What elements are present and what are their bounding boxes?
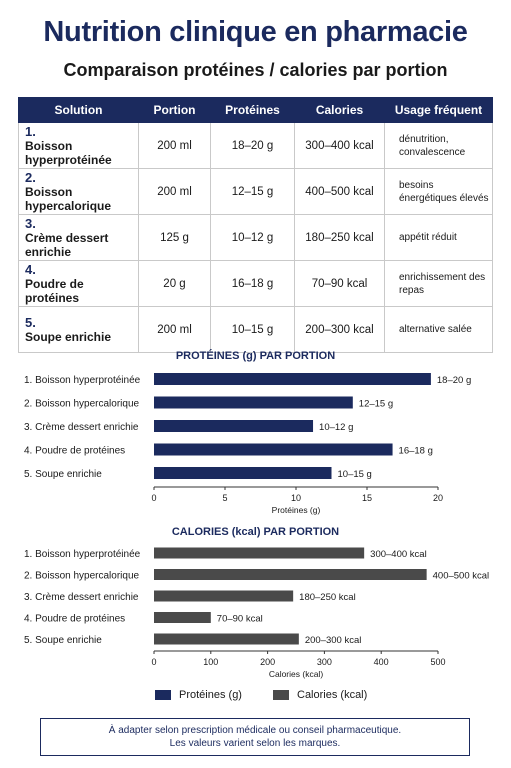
bar	[154, 420, 313, 432]
data-label: 10–15 g	[337, 469, 372, 480]
solution-name: Boisson hyperprotéinée	[25, 139, 112, 167]
header-proteines: Protéines	[211, 98, 295, 123]
legend-item-proteines	[155, 689, 242, 701]
cell-portion: 125 g	[139, 215, 211, 261]
cell-usage: dénutrition, convalescence	[385, 123, 493, 169]
x-tick-label: 500	[430, 657, 446, 667]
cell-calories: 180–250 kcal	[295, 215, 385, 261]
cell-proteines: 12–15 g	[211, 169, 295, 215]
note-line-1: À adapter selon prescription médicale ou conseil pharmaceutique.	[108, 725, 402, 736]
x-tick-label: 300	[316, 657, 332, 667]
category-label: 4. Poudre de protéines	[24, 613, 126, 625]
category-label: 4. Poudre de protéines	[24, 445, 126, 457]
cell-usage: enrichissement des repas	[385, 261, 493, 307]
bar	[154, 548, 364, 559]
cell-solution	[19, 123, 139, 169]
note-line-2: Les valeurs varient selon les marques.	[169, 738, 341, 749]
x-tick-label: 400	[373, 657, 389, 667]
data-label: 16–18 g	[398, 445, 433, 457]
table-row	[19, 215, 493, 261]
x-tick-label: 10	[290, 493, 302, 503]
cell-portion: 200 ml	[139, 307, 211, 353]
cell-solution	[19, 261, 139, 307]
cell-proteines: 16–18 g	[211, 261, 295, 307]
category-label: 3. Crème dessert enrichie	[24, 422, 139, 433]
legend-label-proteines: Protéines (g)	[179, 689, 242, 701]
category-label: 2. Boisson hypercalorique	[24, 570, 140, 582]
table-header-row	[19, 98, 493, 123]
cell-usage: appétit réduit	[385, 215, 493, 261]
x-tick-label: 0	[151, 657, 157, 667]
bar	[154, 569, 427, 580]
solution-name: Boisson hypercalorique	[25, 185, 112, 213]
category-label: 5. Soupe enrichie	[24, 635, 102, 646]
solution-name: Soupe enrichie	[25, 330, 112, 344]
calorie-chart-title: CALORIES (kcal) PAR PORTION	[171, 526, 340, 538]
cell-portion: 20 g	[139, 261, 211, 307]
cell-portion: 200 ml	[139, 169, 211, 215]
row-number: 5.	[25, 315, 36, 330]
data-label: 70–90 kcal	[216, 613, 263, 625]
category-label: 5. Soupe enrichie	[24, 469, 102, 480]
bar	[154, 397, 353, 409]
x-axis-title: Protéines (g)	[271, 505, 321, 515]
legend-label-calories: Calories (kcal)	[297, 689, 368, 701]
bar	[154, 373, 431, 385]
bar	[154, 467, 332, 479]
cell-solution	[19, 169, 139, 215]
header-portion: Portion	[139, 98, 211, 123]
header-usage: Usage fréquent	[385, 98, 493, 123]
x-tick-label: 20	[432, 493, 444, 503]
cell-solution	[19, 307, 139, 353]
cell-calories: 200–300 kcal	[295, 307, 385, 353]
bar	[154, 444, 393, 456]
legend-swatch-proteines	[155, 690, 171, 700]
data-label: 10–12 g	[319, 422, 354, 433]
solution-name: Crème dessert enrichie	[25, 231, 109, 259]
x-tick-label: 15	[361, 493, 373, 503]
header-calories: Calories	[295, 98, 385, 123]
category-label: 1. Boisson hyperprotéinée	[24, 549, 141, 560]
calorie-bar-chart	[0, 541, 511, 681]
data-label: 18–20 g	[436, 375, 472, 386]
data-label: 12–15 g	[358, 398, 394, 410]
cell-usage: besoins énergétiques élevés	[385, 169, 493, 215]
category-label: 3. Crème dessert enrichie	[24, 592, 139, 603]
table-row	[19, 307, 493, 353]
solution-name: Poudre de protéines	[25, 277, 84, 305]
page-title: Nutrition clinique en pharmacie	[43, 16, 468, 48]
row-number: 1.	[25, 124, 36, 139]
x-tick-label: 5	[222, 493, 228, 503]
cell-portion: 200 ml	[139, 123, 211, 169]
cell-calories: 300–400 kcal	[295, 123, 385, 169]
protein-chart-title: PROTÉINES (g) PAR PORTION	[175, 350, 336, 362]
cell-proteines: 10–15 g	[211, 307, 295, 353]
protein-bar-chart	[0, 365, 511, 515]
comparison-table	[18, 97, 493, 353]
cell-calories: 400–500 kcal	[295, 169, 385, 215]
data-label: 180–250 kcal	[299, 592, 356, 603]
x-axis-title: Calories (kcal)	[268, 669, 324, 679]
table-row	[19, 169, 493, 215]
cell-usage: alternative salée	[385, 307, 493, 353]
data-label: 200–300 kcal	[304, 635, 362, 646]
x-tick-label: 0	[151, 493, 157, 503]
bar	[154, 591, 293, 602]
category-label: 2. Boisson hypercalorique	[24, 398, 140, 410]
table-row	[19, 261, 493, 307]
data-label: 400–500 kcal	[432, 570, 490, 582]
row-number: 2.	[25, 170, 36, 185]
row-number: 3.	[25, 216, 36, 231]
data-label: 300–400 kcal	[370, 549, 427, 560]
legend-swatch-calories	[273, 690, 289, 700]
disclaimer-note	[40, 718, 470, 756]
cell-solution	[19, 215, 139, 261]
cell-calories: 70–90 kcal	[295, 261, 385, 307]
row-number: 4.	[25, 262, 36, 277]
cell-proteines: 18–20 g	[211, 123, 295, 169]
page-subtitle: Comparaison protéines / calories par portion	[63, 60, 448, 80]
legend-item-calories	[273, 689, 367, 701]
table-row	[19, 123, 493, 169]
bar	[154, 634, 299, 645]
x-tick-label: 200	[260, 657, 276, 667]
bar	[154, 612, 211, 623]
header-solution: Solution	[19, 98, 139, 123]
cell-proteines: 10–12 g	[211, 215, 295, 261]
category-label: 1. Boisson hyperprotéinée	[24, 375, 141, 386]
x-tick-label: 100	[203, 657, 219, 667]
